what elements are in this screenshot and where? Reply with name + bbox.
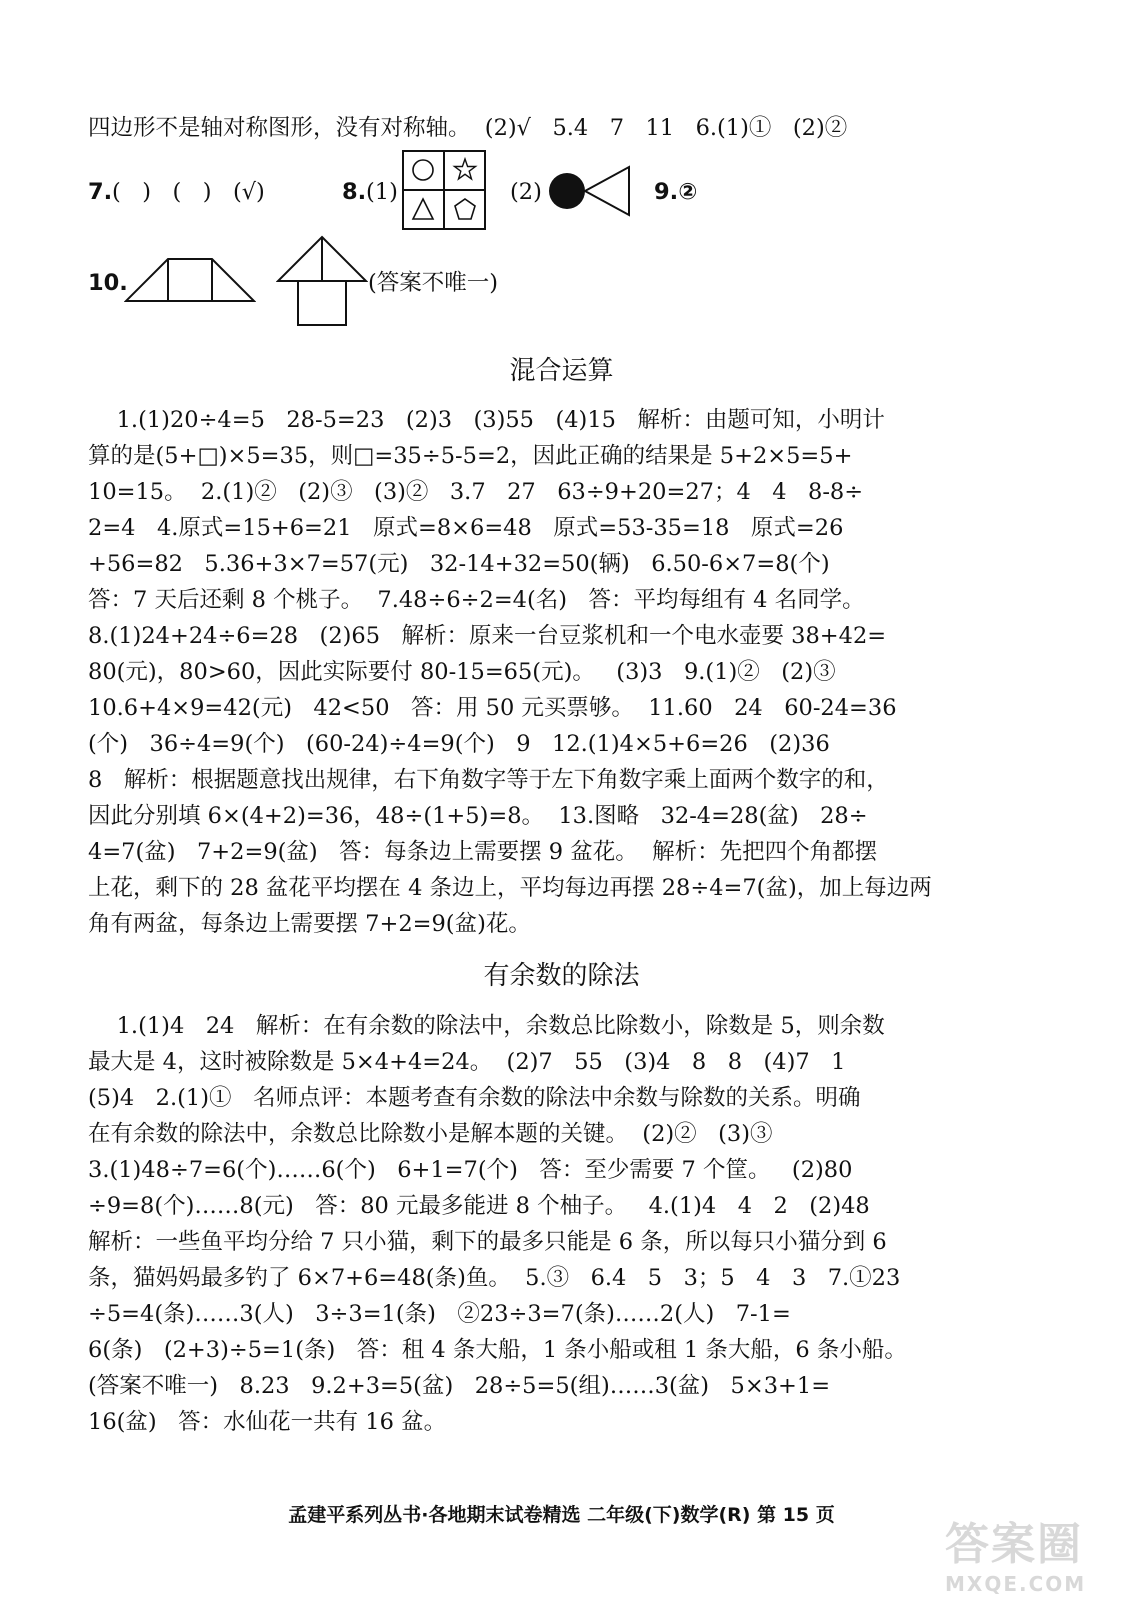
s2-line: 3.(1)48÷7=6(个)……6(个) 6+1=7(个) 答：至少需要 7 个筐。 (2)80	[88, 1157, 853, 1183]
s1-line: 10.6+4×9=42(元) 42<50 答：用 50 元买票够。 11.60 24 60-24=36	[88, 695, 897, 721]
s1-line: 4=7(盆) 7+2=9(盆) 答：每条边上需要摆 9 盆花。 解析：先把四个角都摆	[88, 839, 878, 865]
q8-part1: (1)	[366, 179, 398, 205]
house-figure	[276, 235, 368, 327]
s1-line: 上花，剩下的 28 盆花平均摆在 4 条边上，平均每边再摆 28÷4=7(盆)，加上每边两	[88, 875, 932, 901]
s1-line: 8 解析：根据题意找出规律，右下角数字等于左下角数字乘上面两个数字的和，	[88, 767, 889, 793]
section-heading-division-with-remainder: 有余数的除法	[483, 961, 640, 991]
s1-line: +56=82 5.36+3×7=57(元) 32-14+32=50(辆) 6.50-6×7=8(个)	[88, 551, 830, 577]
s2-line: ÷5=4(条)……3(人) 3÷3=1(条) ②23÷3=7(条)……2(人) 7-1=	[88, 1301, 791, 1327]
s2-line: 条，猫妈妈最多钓了 6×7+6=48(条)鱼。 5.③ 6.4 5 3；5 4 3 7.①23	[88, 1265, 901, 1291]
s1-line: 角有两盆，每条边上需要摆 7+2=9(盆)花。	[88, 911, 531, 937]
s2-line: 16(盆) 答：水仙花一共有 16 盆。	[88, 1409, 447, 1435]
q8-part2: (2)	[510, 179, 542, 205]
s2-line: (5)4 2.(1)① 名师点评：本题考查有余数的除法中余数与除数的关系。明确	[88, 1085, 861, 1111]
s1-line: 因此分别填 6×(4+2)=36，48÷(1+5)=8。 13.图略 32-4=28(盆) 28÷	[88, 803, 868, 829]
s1-line: 8.(1)24+24÷6=28 (2)65 解析：原来一台豆浆机和一个电水壶要 38+42=	[88, 623, 887, 649]
q8-label: 8.	[342, 179, 367, 205]
s1-line: 10=15。 2.(1)② (2)③ (3)② 3.7 27 63÷9+20=27；4 4 8-8÷	[88, 479, 864, 505]
q9-answer: 9.②	[654, 179, 698, 205]
s2-line: ÷9=8(个)……8(元) 答：80 元最多能进 8 个柚子。 4.(1)4 4 2 (2)48	[88, 1193, 870, 1219]
pentagon-shape	[455, 199, 475, 219]
s2-line: (答案不唯一) 8.23 9.2+3=5(盆) 28÷5=5(组)……3(盆) 5×3+1=	[88, 1373, 831, 1399]
watermark-title: 答案圈	[945, 1519, 1083, 1570]
watermark-url: MXQE.COM	[945, 1572, 1087, 1596]
star-shape	[455, 159, 476, 179]
s2-line: 最大是 4，这时被除数是 5×4+4=24。 (2)7 55 (3)4 8 8 (4)7 1	[88, 1049, 846, 1075]
s1-line: 1.(1)20÷4=5 28-5=23 (2)3 (3)55 (4)15 解析：由题可知，小明计	[88, 407, 885, 433]
s2-line: 在有余数的除法中，余数总比除数小是解本题的关键。 (2)② (3)③	[88, 1121, 773, 1147]
watermark-logo	[945, 1508, 1095, 1596]
s1-line: 答：7 天后还剩 8 个桃子。 7.48÷6÷2=4(名) 答：平均每组有 4 名同学。	[88, 587, 865, 613]
trapezoid-figure	[124, 257, 256, 303]
symbol-grid-figure	[402, 150, 486, 230]
answer-line-top: 四边形不是轴对称图形，没有对称轴。 (2)√ 5.4 7 11 6.(1)① (2)②	[88, 115, 848, 141]
q10-note: (答案不唯一)	[368, 270, 499, 296]
fish-figure	[547, 163, 632, 221]
circle-shape	[413, 160, 433, 180]
triangle-shape	[413, 199, 433, 219]
page-footer: 孟建平系列丛书·各地期末试卷精选 二年级(下)数学(R) 第 15 页	[288, 1504, 835, 1526]
s2-line: 解析：一些鱼平均分给 7 只小猫，剩下的最多只能是 6 条，所以每只小猫分到 6	[88, 1229, 887, 1255]
s2-line: 1.(1)4 24 解析：在有余数的除法中，余数总比除数小，除数是 5，则余数	[88, 1013, 885, 1039]
s1-line: 2=4 4.原式=15+6=21 原式=8×6=48 原式=53-35=18 原式=26	[88, 515, 844, 541]
s1-line: 算的是(5+□)×5=35，则□=35÷5-5=2，因此正确的结果是 5+2×5=5+	[88, 443, 853, 469]
s2-line: 6(条) (2+3)÷5=1(条) 答：租 4 条大船，1 条小船或租 1 条大船，6 条小船。	[88, 1337, 907, 1363]
q7-answer: ( ) ( ) (√)	[112, 179, 265, 205]
s1-line: 80(元)，80>60，因此实际要付 80-15=65(元)。 (3)3 9.(1)② (2)③	[88, 659, 836, 685]
section-heading-mixed-operations: 混合运算	[509, 356, 614, 386]
q7-label: 7.	[88, 179, 113, 205]
q10-label: 10.	[88, 270, 128, 296]
s1-line: (个) 36÷4=9(个) (60-24)÷4=9(个) 9 12.(1)4×5+6=26 (2)36	[88, 731, 830, 757]
